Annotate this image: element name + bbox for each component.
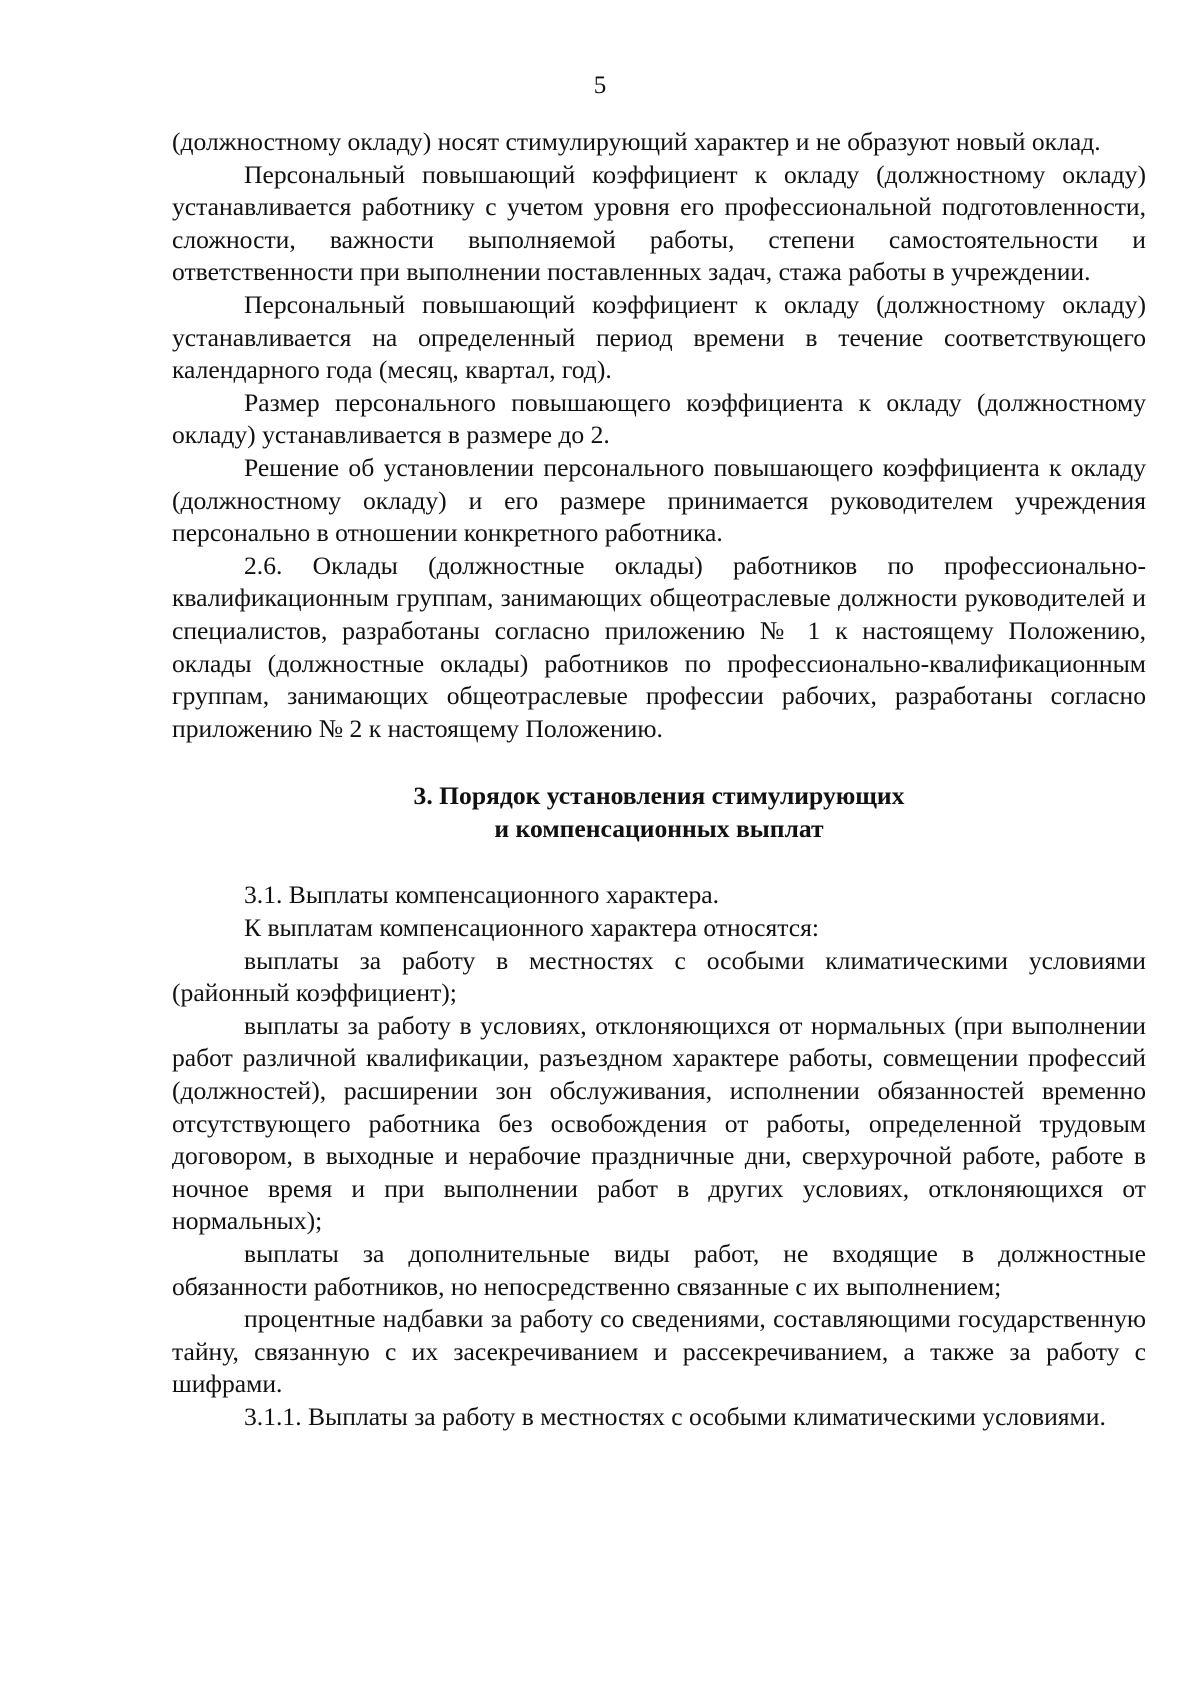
document-body — [172, 126, 1146, 1434]
paragraph: Персональный повышающий коэффициент к окладу (должностному окладу) устанавливается работнику с учетом уровня его профессиональной подготовленности, сложности, важности выполняемой работы, степени самостоятельности и ответственности при выполнении поставленных задач, стажа работы в учреждении. — [172, 159, 1146, 287]
paragraph: (должностному окладу) носят стимулирующий характер и не образуют новый оклад. — [172, 127, 1101, 156]
section-heading-line: 3. Порядок установления стимулирующих — [413, 781, 905, 811]
paragraph: выплаты за работу в местностях с особыми климатическими условиями (районный коэффициент); — [172, 945, 1146, 1008]
paragraph: Размер персонального повышающего коэффициента к окладу (должностному окладу) устанавливается в размере до 2. — [172, 387, 1146, 450]
paragraph: выплаты за работу в условиях, отклоняющихся от нормальных (при выполнении работ различной квалификации, разъездном характере работы, совмещении профессий (должностей), расширении зон обслуживания, исполнении обязанностей временно отсутствующего работника без освобождения от работы, определенной трудовым договором, в выходные и нерабочие праздничные дни, сверхурочной работе, работе в ночное время и при выполнении работ в других условиях, отклоняющихся от нормальных); — [172, 1010, 1146, 1236]
paragraph: 3.1. Выплаты компенсационного характера. — [244, 880, 720, 910]
section-heading-line: и компенсационных выплат — [494, 813, 824, 843]
paragraph: 3.1.1. Выплаты за работу в местностях с особыми климатическими условиями. — [244, 1401, 1106, 1431]
section-heading — [172, 780, 1146, 845]
paragraph: 2.6. Оклады (должностные оклады) работников по профессионально-квалификационным группам, занимающих общеотраслевые должности руководителей и специалистов, разработаны согласно приложению № 1 к настоящему Положению, оклады (должностные оклады) работников по профессионально-квалификационным группам, занимающих общеотраслевые профессии рабочих, разработаны согласно приложению № 2 к настоящему Положению. — [172, 550, 1146, 743]
page-number: 5 — [593, 72, 607, 99]
paragraph: процентные надбавки за работу со сведениями, составляющими государственную тайну, связанную с их засекречиванием и рассекречиванием, а также за работу с шифрами. — [172, 1304, 1146, 1399]
paragraph: выплаты за дополнительные виды работ, не входящие в должностные обязанности работников, но непосредственно связанные с их выполнением; — [172, 1239, 1146, 1301]
paragraph: К выплатам компенсационного характера относятся: — [244, 913, 820, 943]
paragraph: Решение об установлении персонального повышающего коэффициента к окладу (должностному окладу) и его размере принимается руководителем учреждения персонально в отношении конкретного работника. — [172, 452, 1146, 548]
paragraph: Персональный повышающий коэффициент к окладу (должностному окладу) устанавливается на определенный период времени в течение соответствующего календарного года (месяц, квартал, год). — [172, 289, 1146, 385]
